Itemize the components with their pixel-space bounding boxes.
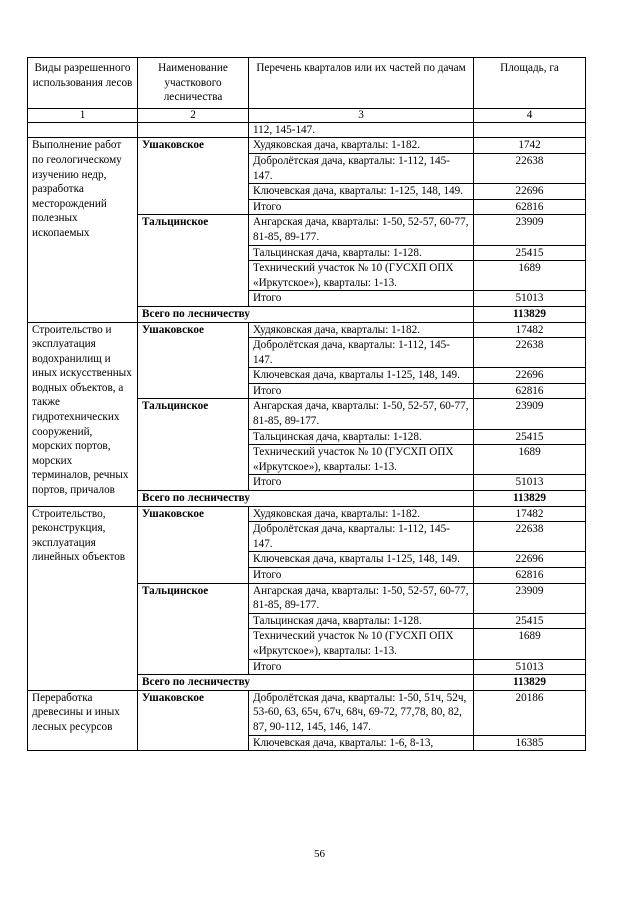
quarters-cell: Технический участок № 10 (ГУСХП ОПХ «Иркутское»), кварталы: 1-13. xyxy=(249,261,474,291)
area-cell: 62816 xyxy=(474,568,586,584)
area-cell: 1689 xyxy=(474,261,586,291)
quarters-cell: Добролётская дача, кварталы: 1-112, 145-147. xyxy=(249,153,474,183)
area-cell: 23909 xyxy=(474,583,586,613)
area-cell: 51013 xyxy=(474,659,586,675)
table-header xyxy=(28,58,586,123)
forestry-name-cell: Тальцинское xyxy=(138,583,249,675)
area-cell: 25415 xyxy=(474,245,586,261)
area-cell: 25415 xyxy=(474,613,586,629)
quarters-cell: Ангарская дача, кварталы: 1-50, 52-57, 60-77, 81-85, 89-177. xyxy=(249,215,474,245)
quarters-cell: Худяковская дача, кварталы: 1-182. xyxy=(249,322,474,338)
forestry-cell-empty xyxy=(138,122,249,138)
header-area: Площадь, га xyxy=(474,58,586,109)
header-forestry-name: Наименование участкового лесничества xyxy=(138,58,249,109)
quarters-cell: Итого xyxy=(249,568,474,584)
usage-type-cell: Строительство и эксплуатация водохранилищ и иных искусственных водных объектов, а также гидротехнических сооружений, морских портов, морских терминалов, речных портов, причалов xyxy=(28,322,138,506)
quarters-cell: Тальцинская дача, кварталы: 1-128. xyxy=(249,613,474,629)
header-row xyxy=(28,58,586,109)
area-cell: 17482 xyxy=(474,506,586,522)
area-cell: 17482 xyxy=(474,322,586,338)
quarters-cell: Ангарская дача, кварталы: 1-50, 52-57, 60-77, 81-85, 89-177. xyxy=(249,583,474,613)
area-cell: 22696 xyxy=(474,368,586,384)
continuation-row xyxy=(28,122,586,138)
quarters-cell: Ключевская дача, кварталы: 1-6, 8-13, xyxy=(249,735,474,751)
quarters-cell: Тальцинская дача, кварталы: 1-128. xyxy=(249,245,474,261)
forest-usage-table xyxy=(27,57,586,751)
area-cell: 22696 xyxy=(474,552,586,568)
area-cell: 16385 xyxy=(474,735,586,751)
quarters-cell: Технический участок № 10 (ГУСХП ОПХ «Иркутское»), кварталы: 1-13. xyxy=(249,629,474,659)
header-usage-types: Виды разрешенного использования лесов xyxy=(28,58,138,109)
total-label: Всего по лесничеству xyxy=(138,491,474,507)
area-cell: 23909 xyxy=(474,399,586,429)
column-number-row xyxy=(28,108,586,122)
continuation-text: 112, 145-147. xyxy=(249,122,474,138)
table-row xyxy=(28,506,586,522)
total-area: 113829 xyxy=(474,675,586,691)
quarters-cell: Худяковская дача, кварталы: 1-182. xyxy=(249,138,474,154)
area-cell: 23909 xyxy=(474,215,586,245)
usage-type-cell: Выполнение работ по геологическому изучению недр, разработка месторождений полезных ископаемых xyxy=(28,138,138,322)
quarters-cell: Ангарская дача, кварталы: 1-50, 52-57, 60-77, 81-85, 89-177. xyxy=(249,399,474,429)
quarters-cell: Ключевская дача, кварталы 1-125, 148, 149. xyxy=(249,368,474,384)
quarters-cell: Худяковская дача, кварталы: 1-182. xyxy=(249,506,474,522)
forestry-name-cell: Тальцинское xyxy=(138,215,249,307)
quarters-cell: Ключевская дача, кварталы 1-125, 148, 149. xyxy=(249,552,474,568)
table-row xyxy=(28,138,586,154)
forestry-name-cell: Ушаковское xyxy=(138,138,249,215)
quarters-cell: Итого xyxy=(249,199,474,215)
quarters-cell: Добролётская дача, кварталы: 1-112, 145-147. xyxy=(249,522,474,552)
area-cell: 62816 xyxy=(474,383,586,399)
usage-type-cell: Переработка древесины и иных лесных ресурсов xyxy=(28,690,138,750)
forestry-name-cell: Ушаковское xyxy=(138,322,249,399)
forestry-name-cell: Тальцинское xyxy=(138,399,249,491)
quarters-cell: Тальцинская дача, кварталы: 1-128. xyxy=(249,429,474,445)
area-cell: 25415 xyxy=(474,429,586,445)
quarters-cell: Добролётская дача, кварталы: 1-50, 51ч, 52ч, 53-60, 63, 65ч, 67ч, 68ч, 69-72, 77,78, 80, 82, 87, 90-112, 145, 146, 147. xyxy=(249,690,474,735)
quarters-cell: Ключевская дача, кварталы: 1-125, 148, 149. xyxy=(249,184,474,200)
area-cell: 1689 xyxy=(474,445,586,475)
area-cell: 1689 xyxy=(474,629,586,659)
quarters-cell: Итого xyxy=(249,475,474,491)
area-cell: 22638 xyxy=(474,153,586,183)
quarters-cell: Итого xyxy=(249,659,474,675)
area-cell: 22696 xyxy=(474,184,586,200)
total-label: Всего по лесничеству xyxy=(138,675,474,691)
total-label: Всего по лесничеству xyxy=(138,306,474,322)
total-area: 113829 xyxy=(474,491,586,507)
quarters-cell: Технический участок № 10 (ГУСХП ОПХ «Иркутское»), кварталы: 1-13. xyxy=(249,445,474,475)
quarters-cell: Итого xyxy=(249,291,474,307)
area-cell: 51013 xyxy=(474,291,586,307)
usage-type-cell: Строительство, реконструкция, эксплуатация линейных объектов xyxy=(28,506,138,690)
total-area: 113829 xyxy=(474,306,586,322)
column-number: 1 xyxy=(28,108,138,122)
area-cell-empty xyxy=(474,122,586,138)
area-cell: 22638 xyxy=(474,338,586,368)
forestry-name-cell: Ушаковское xyxy=(138,506,249,583)
usage-cell-empty xyxy=(28,122,138,138)
column-number: 4 xyxy=(474,108,586,122)
column-number: 3 xyxy=(249,108,474,122)
forestry-name-cell: Ушаковское xyxy=(138,690,249,750)
column-number: 2 xyxy=(138,108,249,122)
table-row xyxy=(28,322,586,338)
area-cell: 51013 xyxy=(474,475,586,491)
page-number: 56 xyxy=(314,848,325,860)
area-cell: 62816 xyxy=(474,199,586,215)
quarters-cell: Добролётская дача, кварталы: 1-112, 145-147. xyxy=(249,338,474,368)
area-cell: 1742 xyxy=(474,138,586,154)
quarters-cell: Итого xyxy=(249,383,474,399)
area-cell: 22638 xyxy=(474,522,586,552)
area-cell: 20186 xyxy=(474,690,586,735)
table-body xyxy=(28,122,586,750)
table-row xyxy=(28,690,586,735)
header-quarters-list: Перечень кварталов или их частей по дачам xyxy=(249,58,474,109)
